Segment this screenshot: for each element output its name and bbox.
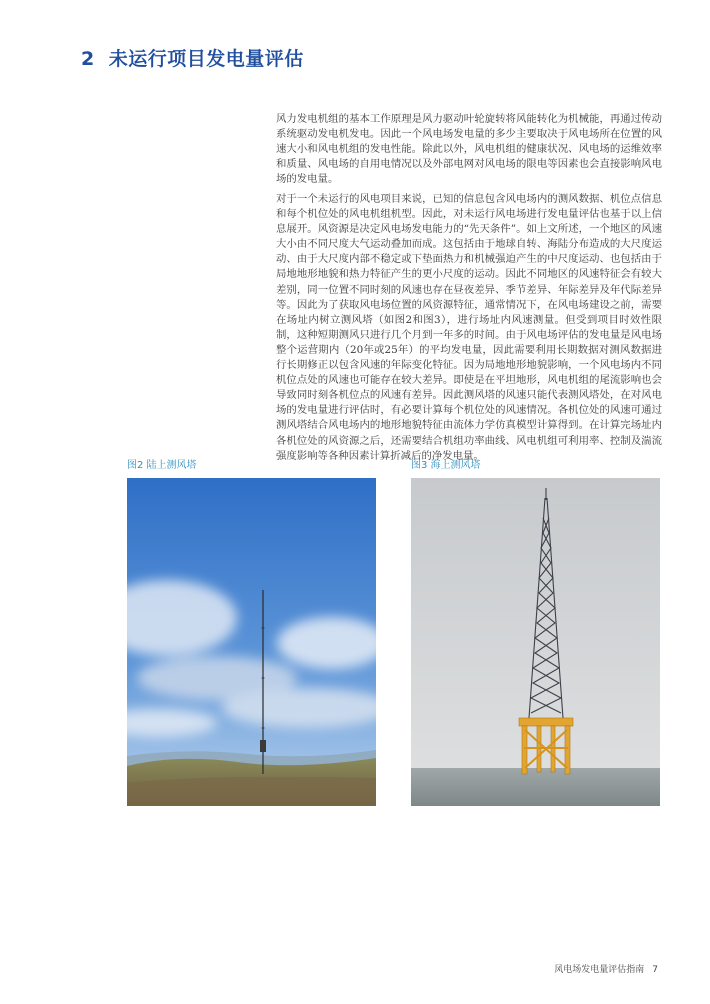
offshore-met-mast-photo bbox=[411, 478, 660, 806]
figure-3-caption: 图3 海上测风塔 bbox=[411, 460, 481, 471]
section-number: 2 bbox=[81, 48, 95, 70]
body-paragraph-2: 对于一个未运行的风电项目来说，已知的信息包含风电场内的测风数据、机位点信息和每个机位处的风电机组机型。因此，对未运行风电场进行发电量评估也基于以上信息展开。风资源是决定风电场发电能力的“先天条件”。如上文所述，一个地区的风速大小由不同尺度大气运动叠加而成。这包括由于地球自转、海陆分布造成的大尺度运动、由于大尺度内部不稳定或下垫面热力和机械强迫产生的中尺度运动、也包括由于局地地形地貌和热力特征产生的更小尺度的运动。因此不同地区的风速特征会有较大差别，同一位置不同时刻的风速也存在昼夜差异、季节差异、年际差异及年代际差异等。因此为了获取风电场位置的风资源特征，通常情况下，在风电场建设之前，需要在场址内树立测风塔（如图2和图3），进行场址内风速测量。但受到项目时效性限制，这种短期测风只进行几个月到一年多的时间。由于风电场评估的发电量是风电场整个运营期内（20年或25年）的平均发电量，因此需要利用长期数据对测风数据进行长期修正以包含风速的年际变化特征。因为局地地形地貌影响，一个风电场内不同机位点处的风速也可能存在较大差异。即使是在平坦地形，风电机组的尾流影响也会导致同时刻各机位点的风速有差异。因此测风塔的风速只能代表测风塔处，在对风电场的发电量进行评估时，有必要计算每个机位处的风速情况。各机位处的风速可通过测风塔结合风电场内的地形地貌特征由流体力学仿真模型计算得到。在计算完场址内各机位处的风资源之后，还需要结合机组功率曲线、风电机组可利用率、控制及湍流强度影响等各种因素计算折减后的净发电量。 bbox=[276, 193, 662, 462]
section-title: 未运行项目发电量评估 bbox=[108, 48, 304, 70]
page-footer bbox=[554, 962, 658, 975]
figure-2-caption: 图2 陆上测风塔 bbox=[127, 460, 197, 471]
onshore-met-mast-photo bbox=[127, 478, 376, 806]
footer-title: 风电场发电量评估指南 bbox=[554, 965, 645, 975]
page-number: 7 bbox=[652, 965, 658, 975]
body-paragraph-1: 风力发电机组的基本工作原理是风力驱动叶轮旋转将风能转化为机械能，再通过传动系统驱动发电机发电。因此一个风电场发电量的多少主要取决于风电场所在位置的风速大小和风电机组的发电性能。除此以外，风电机组的健康状况、风电场的运维效率和质量、风电场的自用电情况以及外部电网对风电场的限电等因素也会直接影响风电场的发电量。 bbox=[276, 113, 662, 186]
section-heading bbox=[81, 44, 304, 71]
